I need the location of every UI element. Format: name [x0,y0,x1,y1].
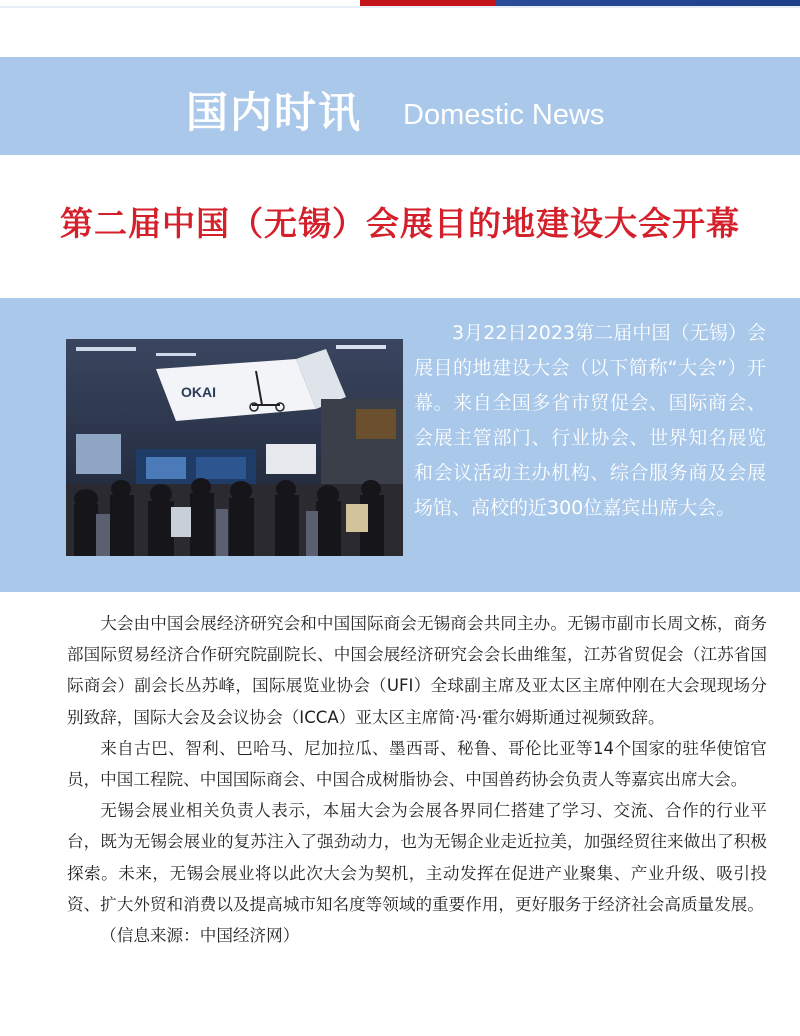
lead-paragraph: 3月22日2023第二届中国（无锡）会展目的地建设大会（以下简称“大会”）开幕。来自全国多省市贸促会、国际商会、会展主管部门、行业协会、世界知名展览和会议活动主办机构、综合服务商及会展场馆、高校的近300位嘉宾出席大会。 [414,322,766,519]
section-title-en: Domestic News [403,99,605,131]
source-credit: （信息来源：中国经济网） [100,926,300,946]
section-title-cn: 国内时讯 [186,88,363,137]
section-header-band [0,57,800,155]
article-title: 第二届中国（无锡）会展目的地建设大会开幕 [60,204,740,243]
booth-logo-text: OKAI [181,384,216,400]
exhibition-photo [66,339,403,556]
body-paragraph-1: 大会由中国会展经济研究会和中国国际商会无锡商会共同主办。无锡市副市长周文栋，商务部国际贸易经济合作研究院副院长、中国会展经济研究会会长曲维玺，江苏省贸促会（江苏省国际商会）副会长丛苏峰，国际展览业协会（UFI）全球副主席及亚太区主席仲刚在大会现现场分别致辞，国际大会及会议协会（ICCA）亚太区主席简·冯·霍尔姆斯通过视频致辞。 [67,614,767,727]
body-paragraph-3: 无锡会展业相关负责人表示，本届大会为会展各界同仁搭建了学习、交流、合作的行业平台，既为无锡会展业的复苏注入了强劲动力，也为无锡企业走近拉美，加强经贸往来做出了积极探索。未来，无锡会展业将以此次大会为契机，主动发挥在促进产业聚集、产业升级、吸引投资、扩大外贸和消费以及提高城市知名度等领域的重要作用，更好服务于经济社会高质量发展。 [67,801,767,914]
article-body [67,608,767,951]
top-divider [0,6,800,8]
body-paragraph-2: 来自古巴、智利、巴哈马、尼加拉瓜、墨西哥、秘鲁、哥伦比亚等14个国家的驻华使馆官员，中国工程院、中国国际商会、中国合成树脂协会、中国兽药协会负责人等嘉宾出席大会。 [67,738,767,790]
